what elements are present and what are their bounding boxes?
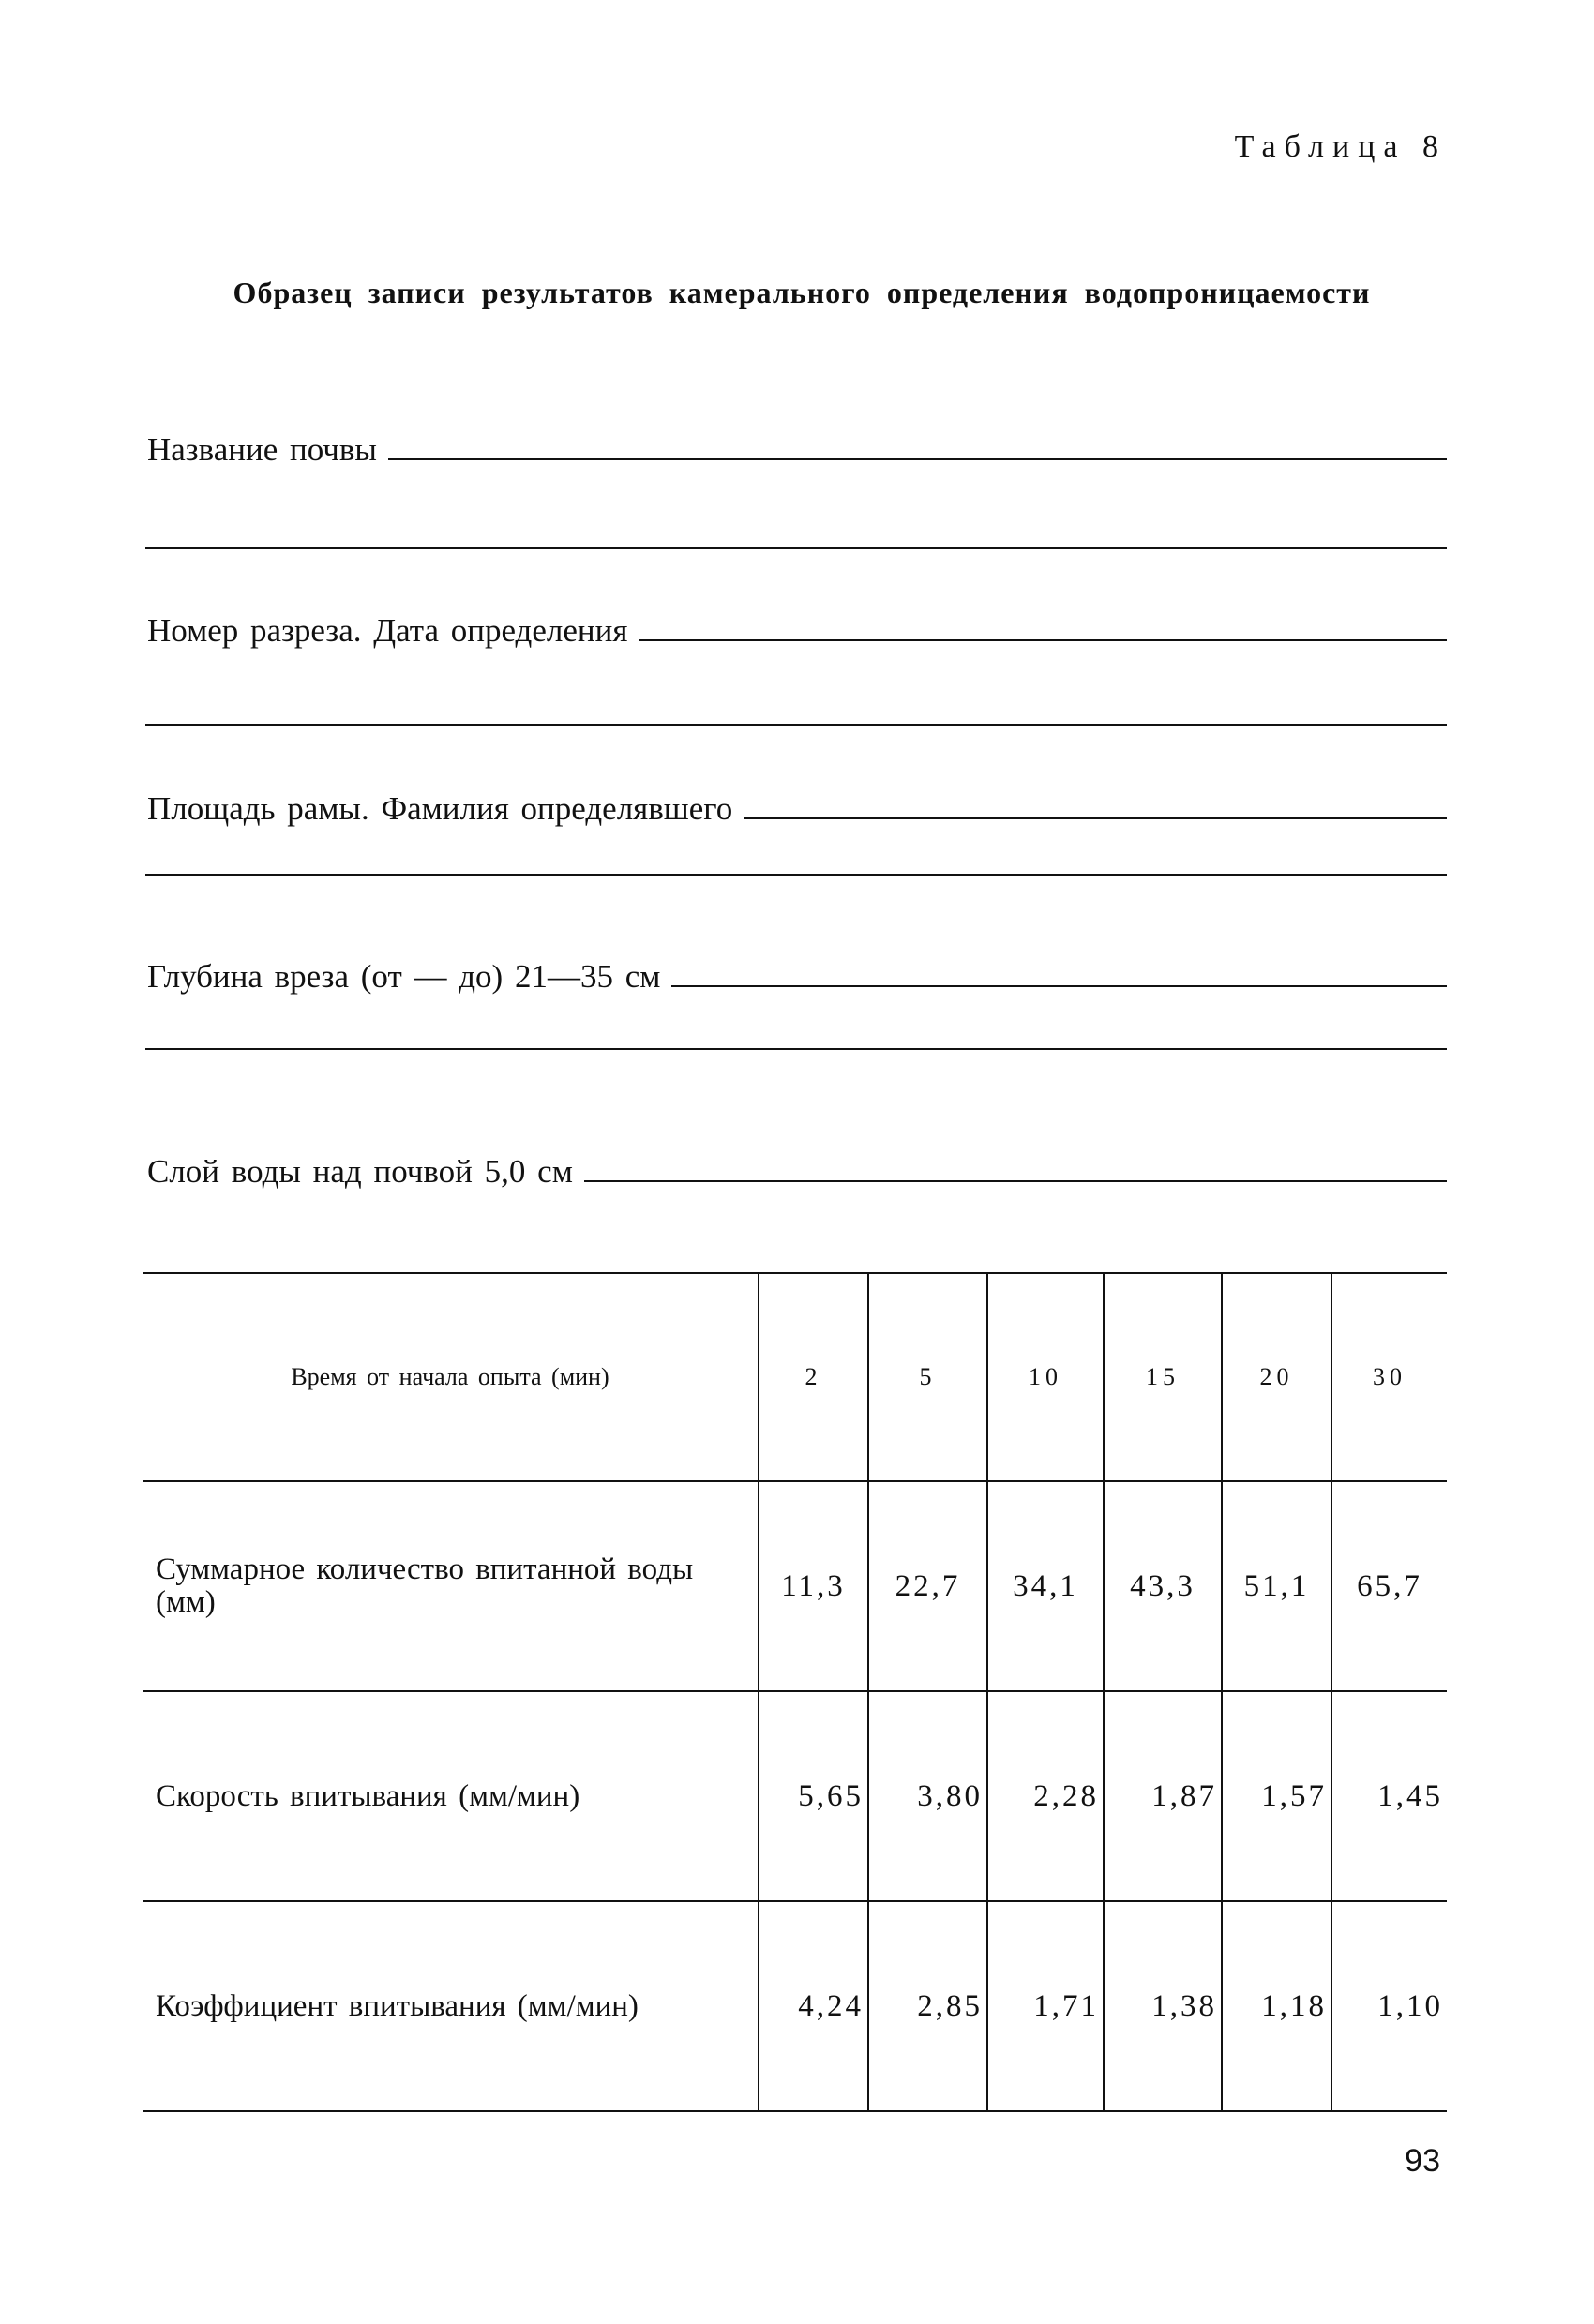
frame-area-label: Площадь рамы. Фамилия определявшего [147,790,733,827]
value-cell: 4,24 [759,1901,868,2111]
section-date-label: Номер разреза. Дата определения [147,612,628,649]
soil-name-field [147,419,1447,466]
row-label: Скорость впитывания (мм/мин) [143,1691,759,1901]
table-row [143,1691,1447,1901]
table-number-label: Таблица 8 [1234,129,1447,164]
value-cell: 5,65 [759,1691,868,1901]
table-row [143,1481,1447,1691]
value-cell: 1,45 [1331,1691,1447,1901]
soil-name-fill-line [388,458,1447,460]
time-cell: 15 [1104,1273,1222,1481]
time-header-label: Время от начала опыта (мин) [143,1273,759,1481]
time-cell: 10 [987,1273,1104,1481]
table-row [143,1901,1447,2111]
cut-depth-label: Глубина вреза (от — до) 21—35 см [147,958,661,995]
time-cell: 5 [868,1273,987,1481]
cut-depth-field [147,946,1447,993]
value-cell: 1,87 [1104,1691,1222,1901]
value-cell: 34,1 [987,1481,1104,1691]
value-cell: 51,1 [1222,1481,1331,1691]
frame-area-field [147,778,1447,825]
value-cell: 1,18 [1222,1901,1331,2111]
blank-line [145,547,1447,549]
value-cell: 43,3 [1104,1481,1222,1691]
table-header-row [143,1273,1447,1481]
value-cell: 3,80 [868,1691,987,1901]
page-number: 93 [1405,2143,1440,2179]
frame-area-fill-line [744,817,1447,819]
value-cell: 1,38 [1104,1901,1222,2111]
value-cell: 1,71 [987,1901,1104,2111]
value-cell: 1,57 [1222,1691,1331,1901]
blank-line [145,724,1447,726]
section-date-field [147,600,1447,647]
value-cell: 22,7 [868,1481,987,1691]
time-cell: 2 [759,1273,868,1481]
value-cell: 2,28 [987,1691,1104,1901]
value-cell: 1,10 [1331,1901,1447,2111]
row-label: Коэффициент впитывания (мм/мин) [143,1901,759,2111]
cut-depth-fill-line [671,985,1447,987]
water-layer-fill-line [584,1180,1447,1182]
section-date-fill-line [639,639,1447,641]
value-cell: 2,85 [868,1901,987,2111]
water-layer-field [147,1141,1447,1188]
document-title: Образец записи результатов камерального определения водопроницаемости [233,276,1371,309]
water-layer-label: Слой воды над почвой 5,0 см [147,1153,573,1190]
value-cell: 11,3 [759,1481,868,1691]
row-label: Суммарное количество впитанной воды (мм) [143,1481,759,1691]
blank-line [145,874,1447,876]
blank-line [145,1048,1447,1050]
infiltration-table [143,1272,1447,2112]
time-cell: 20 [1222,1273,1331,1481]
value-cell: 65,7 [1331,1481,1447,1691]
soil-name-label: Название почвы [147,431,377,468]
time-cell: 30 [1331,1273,1447,1481]
